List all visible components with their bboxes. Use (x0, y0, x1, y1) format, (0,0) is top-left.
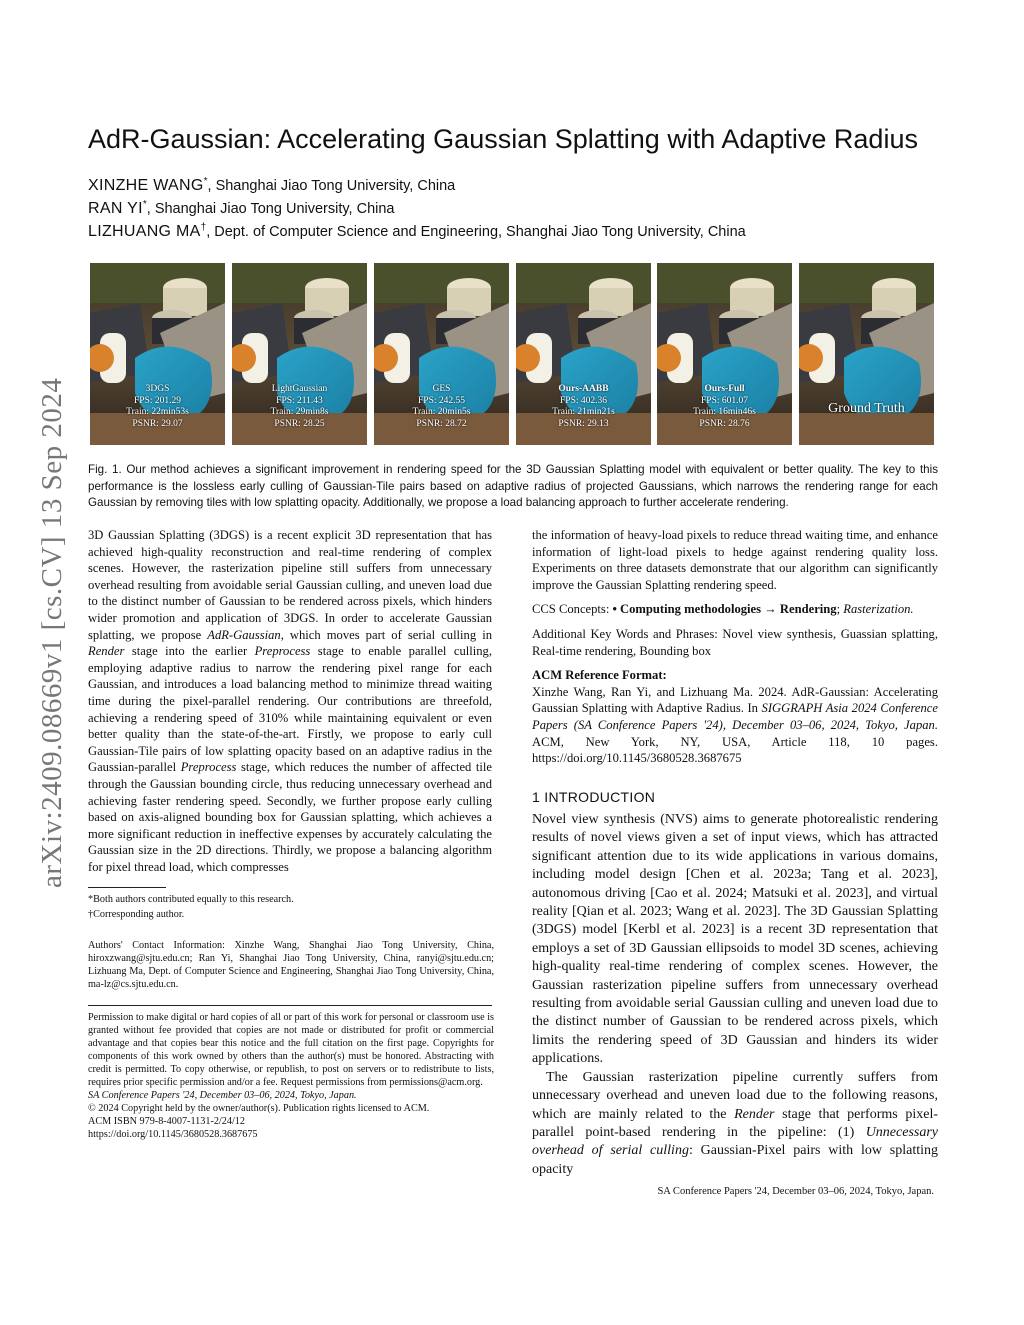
fps-value: FPS: 601.07 (701, 395, 748, 406)
fps-value: FPS: 242.55 (418, 395, 465, 406)
abstract-right-column (532, 527, 938, 767)
panel-metrics (90, 384, 225, 430)
stage-name: Preprocess (180, 760, 237, 775)
ccs-primary: • Computing methodologies → Rendering (612, 602, 837, 617)
author-mark: * (142, 199, 147, 210)
author-name: XINZHE WANG (88, 176, 204, 194)
isbn-line: ACM ISBN 979-8-4007-1131-2/24/12 (88, 1116, 245, 1127)
psnr-value: PSNR: 29.07 (132, 418, 183, 429)
author-contact-info: Authors' Contact Information: Xinzhe Wang, Shanghai Jiao Tong University, China, hiroxzwang@sjtu.edu.cn; Ran Yi, Shanghai Jiao Tong University, China, ranyi@sjtu.edu.cn; Lizhuang Ma, Dept. of Computer Science and Engineering, Shanghai Jiao Tong University, China, ma-lz@cs.sjtu.edu.cn. (88, 940, 494, 990)
reference-venue: SIGGRAPH Asia 2024 Conference Papers (SA Conference Papers '24), December 03–06, 2024, Tokyo, Japan. (532, 701, 938, 732)
abstract-text: , which moves part of serial culling in (280, 627, 493, 642)
train-time: Train: 21min21s (552, 407, 615, 417)
scene-image (799, 263, 934, 445)
figure-panel-ground-truth (799, 263, 934, 445)
keywords: Additional Key Words and Phrases: Novel view synthesis, Guassian splatting, Real-time rendering, Bounding box (532, 626, 938, 658)
intro-text: : Gaussian-Pixel pairs with low splatting opacity (532, 1143, 939, 1177)
method-name: LightGaussian (271, 384, 328, 394)
ccs-separator: ; (836, 602, 844, 617)
intro-emphasis: Unnecessary overhead of serial culling (532, 1124, 938, 1159)
author-3 (88, 222, 746, 241)
abstract-paragraph (88, 527, 492, 875)
permission-text: Permission to make digital or hard copies of all or part of this work for personal or classroom use is granted without fee provided that copies are not made or distributed for profit or commercial advantage and that copies bear this notice and the full citation on the first page. Copyrights for components of this work owned by others than the author(s) must be honored. Abstracting with credit is permitted. To copy otherwise, or republish, to post on servers or to redistribute to lists, requires prior specific permission and/or a fee. Request permissions from permissions@acm.org. (88, 1012, 494, 1088)
arxiv-side-label: arXiv:2409.08669v1 [cs.CV] 13 Sep 2024 (36, 377, 68, 888)
abstract-continued: the information of heavy-load pixels to reduce thread waiting time, and enhance information of light-load pixels to hedge against rendering quality loss. Experiments on three datasets demonstrate that our algorithm can significantly improve the Gaussian Splatting rendering speed. (532, 528, 938, 592)
figure-caption: Fig. 1. Our method achieves a significant improvement in rendering speed for the 3D Gaussian Splatting model with equivalent or better quality. The key to this performance is the lossless early culling of Gaussian-Tile pairs based on adaptive radius of projected Gaussians, which narrows the rendering range for each Gaussian by removing tiles with low splatting opacity. Additionally, we propose a load balancing approach to further accelerate rendering. (88, 463, 938, 509)
reference-text: ACM, New York, NY, USA, Article 118, 10 pages. https://doi.org/10.1145/3680528.3687675 (532, 734, 938, 766)
figure-panel-lightgaussian (232, 263, 367, 445)
footnote-equal-contribution: *Both authors contributed equally to this research. (88, 894, 294, 905)
author-affiliation: , Shanghai Jiao Tong University, China (207, 177, 456, 194)
venue-line: SA Conference Papers '24, December 03–06, 2024, Tokyo, Japan. (88, 1090, 357, 1101)
panel-metrics (657, 384, 792, 430)
method-name: 3DGS (145, 384, 170, 394)
ccs-concepts (532, 601, 938, 618)
train-time: Train: 20min5s (412, 407, 471, 417)
author-affiliation: , Dept. of Computer Science and Engineering, Shanghai Jiao Tong University, China (206, 223, 746, 240)
figure-panel-ges (374, 263, 509, 445)
intro-paragraph-2 (532, 1069, 938, 1179)
author-1 (88, 176, 455, 195)
footnote-corresponding: †Corresponding author. (88, 909, 185, 920)
intro-text: stage that performs pixel-parallel point-based rendering in the pipeline: (1) (532, 1106, 939, 1140)
figure-panel-ours-aabb (516, 263, 651, 445)
train-time: Train: 16min46s (693, 407, 756, 417)
intro-paragraph-1: Novel view synthesis (NVS) aims to generate photorealistic rendering results of novel views given a set of input views, which has attracted significant attention due to its wide applications in various domains, including model design [Chen et al. 2023a; Tang et al. 2023], autonomous driving [Cao et al. 2024; Matsuki et al. 2023], and virtual reality [Qian et al. 2023; Wang et al. 2023]. The 3D Gaussian Splatting (3DGS) model [Kerbl et al. 2023] is a recent 3D representation that employs a set of 3D Gaussian ellipsoids to model 3D scenes, achieving high-quality real-time rendering of complex scenes. However, the Gaussian rasterization pipeline suffers from unnecessary overhead resulting from avoidable serial Gaussian culling and uneven load due to the distinct number of Gaussian to be rendered across pixels, which limits the rendering speed of 3D Gaussian and hinders its wider applications. (532, 812, 938, 1067)
author-affiliation: , Shanghai Jiao Tong University, China (146, 200, 395, 217)
permission-divider (88, 1005, 492, 1006)
stage-name: Preprocess (254, 644, 311, 659)
paper-title: AdR-Gaussian: Accelerating Gaussian Splatting with Adaptive Radius (88, 124, 918, 154)
abstract-text: 3D Gaussian Splatting (3DGS) is a recent explicit 3D representation that has achieved high-quality reconstruction and real-time rendering of complex scenes. However, the rasterization pipeline still suffers from unnecessary overhead resulting from avoidable serial Gaussian culling, and uneven load due to the distinct number of Gaussian to be rendered across pixels, which hinders wider promotion and application of 3DGS. In order to accelerate Gaussian splatting, we propose (88, 528, 492, 642)
abstract-left-column (88, 527, 492, 875)
ground-truth-label: Ground Truth (828, 401, 905, 416)
ccs-label: CCS Concepts: (532, 602, 613, 617)
permission-notice (88, 1011, 494, 1141)
fps-value: FPS: 201.29 (134, 395, 181, 406)
reference-format (532, 684, 938, 767)
psnr-value: PSNR: 29.13 (558, 418, 609, 429)
method-name: Ours-AABB (558, 384, 609, 394)
method-name: Ours-Full (704, 384, 745, 394)
intro-text: The Gaussian rasterization pipeline currently suffers from unnecessary overhead and uneven load due to the following reasons, which are mainly related to the (532, 1069, 938, 1122)
stage-name: Render (734, 1106, 775, 1122)
author-2 (88, 199, 394, 218)
author-mark: † (200, 222, 207, 233)
fps-value: FPS: 402.36 (560, 395, 607, 406)
psnr-value: PSNR: 28.72 (416, 418, 467, 429)
psnr-value: PSNR: 28.25 (274, 418, 325, 429)
panel-metrics (516, 384, 651, 430)
panel-metrics (374, 384, 509, 430)
panel-metrics (232, 384, 367, 430)
teaser-figure (90, 263, 934, 445)
method-name: AdR-Gaussian (207, 627, 281, 642)
doi-link[interactable]: https://doi.org/10.1145/3680528.3687675 (88, 1129, 258, 1140)
train-time: Train: 29min8s (270, 407, 329, 417)
introduction-column (532, 811, 938, 1179)
method-name: GES (432, 384, 451, 394)
author-name: LIZHUANG MA (88, 222, 201, 240)
introduction-heading: 1 INTRODUCTION (532, 789, 656, 805)
author-name: RAN YI (88, 199, 143, 217)
psnr-value: PSNR: 28.76 (699, 418, 750, 429)
train-time: Train: 22min53s (126, 407, 189, 417)
reference-text: Xinzhe Wang, Ran Yi, and Lizhuang Ma. 2024. AdR-Gaussian: Accelerating Gaussian Splatting with Adaptive Radius. In (532, 684, 938, 716)
reference-format-title: ACM Reference Format: (532, 668, 667, 683)
abstract-text: stage into the earlier (124, 644, 255, 659)
figure-panel-3dgs (90, 263, 225, 445)
author-mark: * (203, 176, 208, 187)
fps-value: FPS: 211.43 (276, 395, 323, 406)
stage-name: Render (88, 644, 125, 659)
page-footer: SA Conference Papers '24, December 03–06, 2024, Tokyo, Japan. (657, 1186, 934, 1197)
abstract-text: stage to enable parallel culling, employing adaptive radius to narrow the rendering pixel range for each Gaussian, and introduces a load balancing method to minimize thread waiting time during the pixel-parallel rendering. Our contributions are threefold, achieving a rendering speed of 310% while maintaining equivalent or even better quality than the state-of-the-art. Firstly, we propose to early cull Gaussian-Tile pairs of low splatting opacity based on an adaptive radius in the Gaussian-parallel (88, 644, 492, 775)
figure-panel-ours-full (657, 263, 792, 445)
abstract-text: stage, which reduces the number of affected tile through the Gaussian bounding circle, thus reducing unnecessary overhead and achieving faster rendering speed. Secondly, we further propose early culling based on axis-aligned bounding box for Gaussian splatting, which achieves a more significant reduction in ineffective expenses by accurately calculating the Gaussian size in the 2D directions. Thirdly, we propose a balancing algorithm for pixel thread load, which compresses (88, 760, 492, 874)
copyright-line: © 2024 Copyright held by the owner/author(s). Publication rights licensed to ACM. (88, 1103, 430, 1114)
footnote-divider (88, 887, 166, 888)
ccs-secondary: Rasterization. (843, 602, 914, 617)
